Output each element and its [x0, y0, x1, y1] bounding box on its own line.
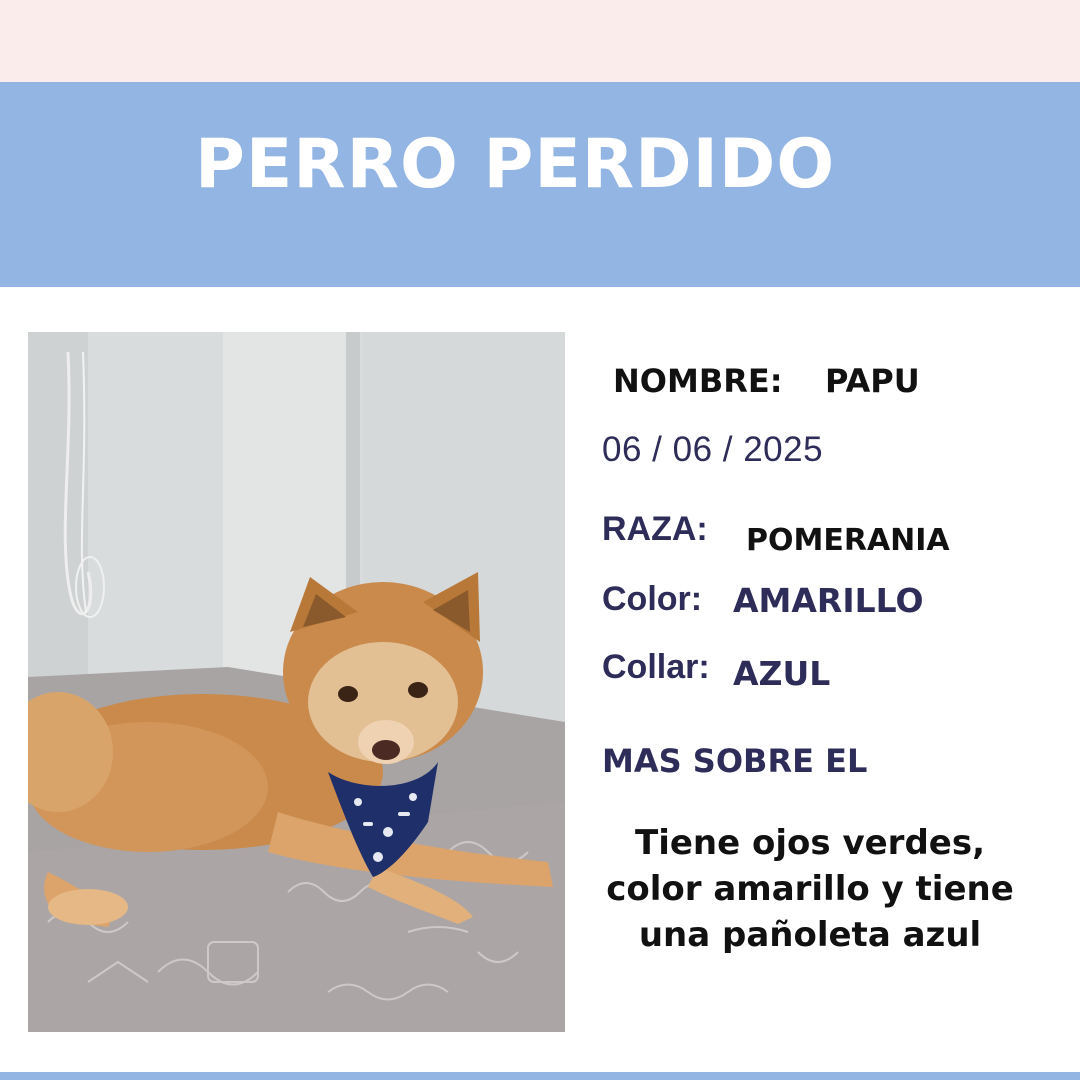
breed-label: RAZA: [602, 510, 708, 548]
description-line: Tiene ojos verdes, [635, 823, 985, 863]
description-line: una pañoleta azul [638, 915, 982, 955]
description-line: color amarillo y tiene [606, 869, 1014, 909]
color-label: Color: [602, 580, 703, 618]
name-value: PAPU [825, 362, 920, 400]
name-label: NOMBRE: [613, 362, 783, 400]
color-value: AMARILLO [733, 581, 924, 620]
lost-date: 06 / 06 / 2025 [602, 430, 824, 469]
dog-description [570, 820, 1050, 958]
poster-title: PERRO PERDIDO [195, 125, 836, 204]
breed-value: POMERANIA [746, 523, 950, 558]
dog-photo [28, 332, 565, 1032]
top-pink-strip [0, 0, 1080, 82]
collar-value: AZUL [733, 654, 831, 693]
bottom-blue-strip [0, 1072, 1080, 1080]
more-about-heading: MAS SOBRE EL [602, 742, 868, 780]
collar-label: Collar: [602, 648, 710, 686]
